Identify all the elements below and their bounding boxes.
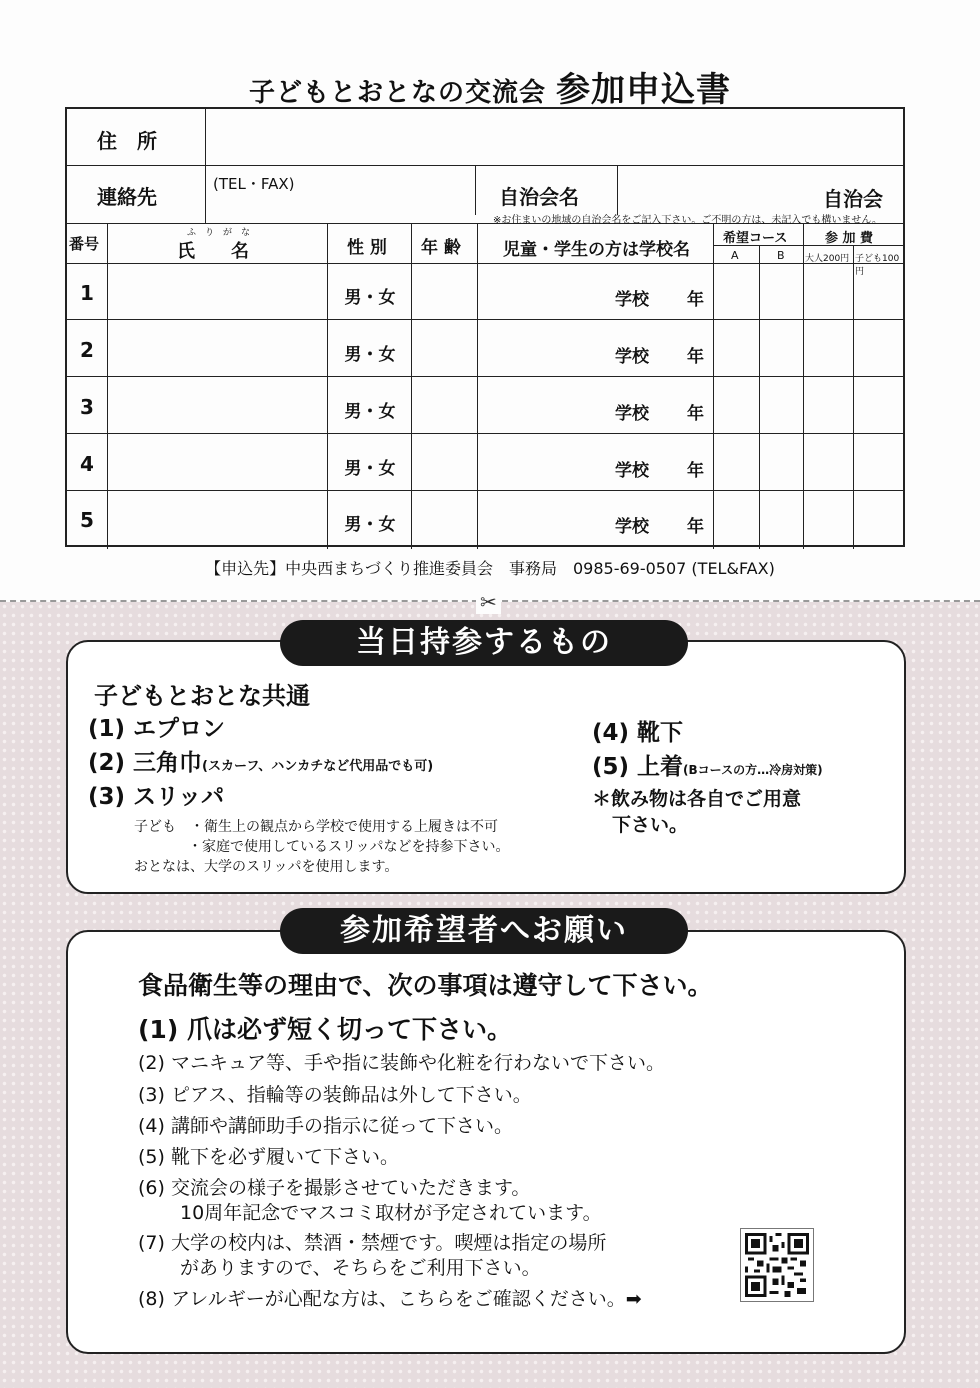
divider (67, 263, 903, 264)
request-rule-2: (2) マニキュア等、手や指に装飾や化粧を行わないで下さい。 (138, 1052, 665, 1074)
bring-note-1: 子ども ・衛生上の観点から学校で使用する上履きは不可 (134, 819, 498, 835)
request-rule-6a: (6) 交流会の様子を撮影させていただきます。 (138, 1177, 531, 1199)
header-course: 希望コース (723, 231, 788, 246)
scissors-icon: ✂ (476, 590, 501, 614)
header-furigana: ふ り が な (187, 228, 251, 238)
row-number: 2 (80, 338, 94, 362)
request-rule-3: (3) ピアス、指輪等の装飾品は外して下さい。 (138, 1084, 532, 1106)
row-number: 1 (80, 281, 94, 305)
bring-subtitle: 子どもとおとな共通 (94, 682, 310, 710)
header-course-a: A (731, 249, 739, 262)
header-school: 児童・学生の方は学校名 (503, 240, 690, 260)
bring-drink-1: ＊飲み物は各自でご用意 (592, 788, 802, 810)
request-heading: 参加希望者へお願い (280, 908, 688, 954)
row-grade-label: 年 (687, 404, 704, 424)
row-school-label: 学校 (615, 290, 649, 310)
contact-label: 連絡先 (97, 185, 157, 209)
row-school-label: 学校 (615, 404, 649, 424)
bring-note-3: おとなは、大学のスリッパを使用します。 (134, 859, 399, 875)
header-fee-adult: 大人200円 (805, 254, 850, 264)
divider (477, 223, 478, 549)
row-grade-label: 年 (687, 461, 704, 481)
bring-item-3: (3) スリッパ (88, 784, 225, 810)
bring-item-2-note: (スカーフ、ハンカチなど代用品でも可) (202, 759, 434, 774)
request-rule-7a: (7) 大学の校内は、禁酒・禁煙です。喫煙は指定の場所 (138, 1232, 607, 1254)
request-rule-6b: 10周年記念でマスコミ取材が予定されています。 (180, 1202, 602, 1224)
bring-item-2 (88, 744, 433, 777)
qr-code-icon[interactable] (740, 1228, 814, 1302)
bring-item-4: (4) 靴下 (592, 720, 684, 746)
bring-note-2: ・家庭で使用しているスリッパなどを持参下さい。 (188, 839, 510, 855)
header-num: 番号 (69, 235, 100, 253)
address-label: 住 所 (97, 129, 157, 153)
form-title (0, 62, 980, 111)
assoc-suffix: 自治会 (823, 187, 883, 211)
address-field[interactable] (207, 111, 901, 163)
bring-item-1: (1) エプロン (88, 716, 226, 742)
request-rule-8: (8) アレルギーが心配な方は、こちらをご確認ください。➡ (138, 1288, 642, 1310)
row-school-label: 学校 (615, 517, 649, 537)
divider (67, 319, 903, 320)
divider (67, 490, 903, 491)
bring-drink-2: 下さい。 (612, 814, 689, 836)
divider (713, 223, 714, 549)
request-intro: 食品衛生等の理由で、次の事項は遵守して下さい。 (138, 971, 713, 1000)
bring-item-5 (592, 748, 823, 781)
header-name: 氏 名 (177, 241, 249, 262)
divider (617, 165, 618, 215)
row-grade-label: 年 (687, 517, 704, 537)
bring-item-2-label: (2) 三角巾 (88, 750, 203, 776)
request-rule-1: (1) 爪は必ず短く切って下さい。 (138, 1015, 512, 1044)
application-form (65, 107, 905, 547)
row-sex-choice[interactable]: 男・女 (344, 459, 396, 479)
header-course-b: B (777, 249, 785, 262)
divider (67, 165, 903, 166)
header-age: 年 齢 (421, 238, 461, 258)
title-main: 子どもとおとなの交流会 (248, 78, 546, 108)
divider (67, 376, 903, 377)
bring-heading: 当日持参するもの (280, 620, 688, 666)
contact-hint: (TEL・FAX) (213, 175, 295, 193)
row-number: 3 (80, 395, 94, 419)
divider (759, 245, 760, 549)
assoc-label: 自治会名 (499, 185, 579, 209)
row-sex-choice[interactable]: 男・女 (344, 402, 396, 422)
divider (327, 223, 328, 549)
row-sex-choice[interactable]: 男・女 (344, 515, 396, 535)
assoc-note: ※お住まいの地域の自治会名をご記入下さい。ご不明の方は、未記入でも構いません。 (493, 215, 882, 226)
row-school-label: 学校 (615, 347, 649, 367)
request-rule-5: (5) 靴下を必ず履いて下さい。 (138, 1146, 399, 1168)
divider (67, 433, 903, 434)
row-sex-choice[interactable]: 男・女 (344, 345, 396, 365)
bring-item-5-label: (5) 上着 (592, 754, 684, 780)
request-rule-7b: がありますので、そちらをご利用下さい。 (180, 1257, 541, 1279)
row-number: 5 (80, 508, 94, 532)
row-grade-label: 年 (687, 347, 704, 367)
request-rule-4: (4) 講師や講師助手の指示に従って下さい。 (138, 1115, 513, 1137)
divider (803, 223, 804, 549)
header-sex: 性 別 (347, 238, 387, 258)
bring-item-5-note: (Bコースの方…冷房対策) (683, 763, 823, 777)
header-fee: 参 加 費 (825, 231, 874, 246)
divider (205, 109, 206, 223)
row-number: 4 (80, 452, 94, 476)
divider (107, 223, 108, 549)
header-fee-child: 子ども100円 (855, 254, 900, 277)
contact-field[interactable] (207, 189, 473, 219)
row-grade-label: 年 (687, 290, 704, 310)
divider (853, 245, 854, 549)
row-sex-choice[interactable]: 男・女 (344, 288, 396, 308)
title-big: 参加申込書 (556, 70, 731, 110)
divider (475, 165, 476, 215)
row-school-label: 学校 (615, 461, 649, 481)
divider (411, 223, 412, 549)
contact-line: 【申込先】中央西まちづくり推進委員会 事務局 0985-69-0507 (TEL&FAX) (205, 559, 775, 578)
